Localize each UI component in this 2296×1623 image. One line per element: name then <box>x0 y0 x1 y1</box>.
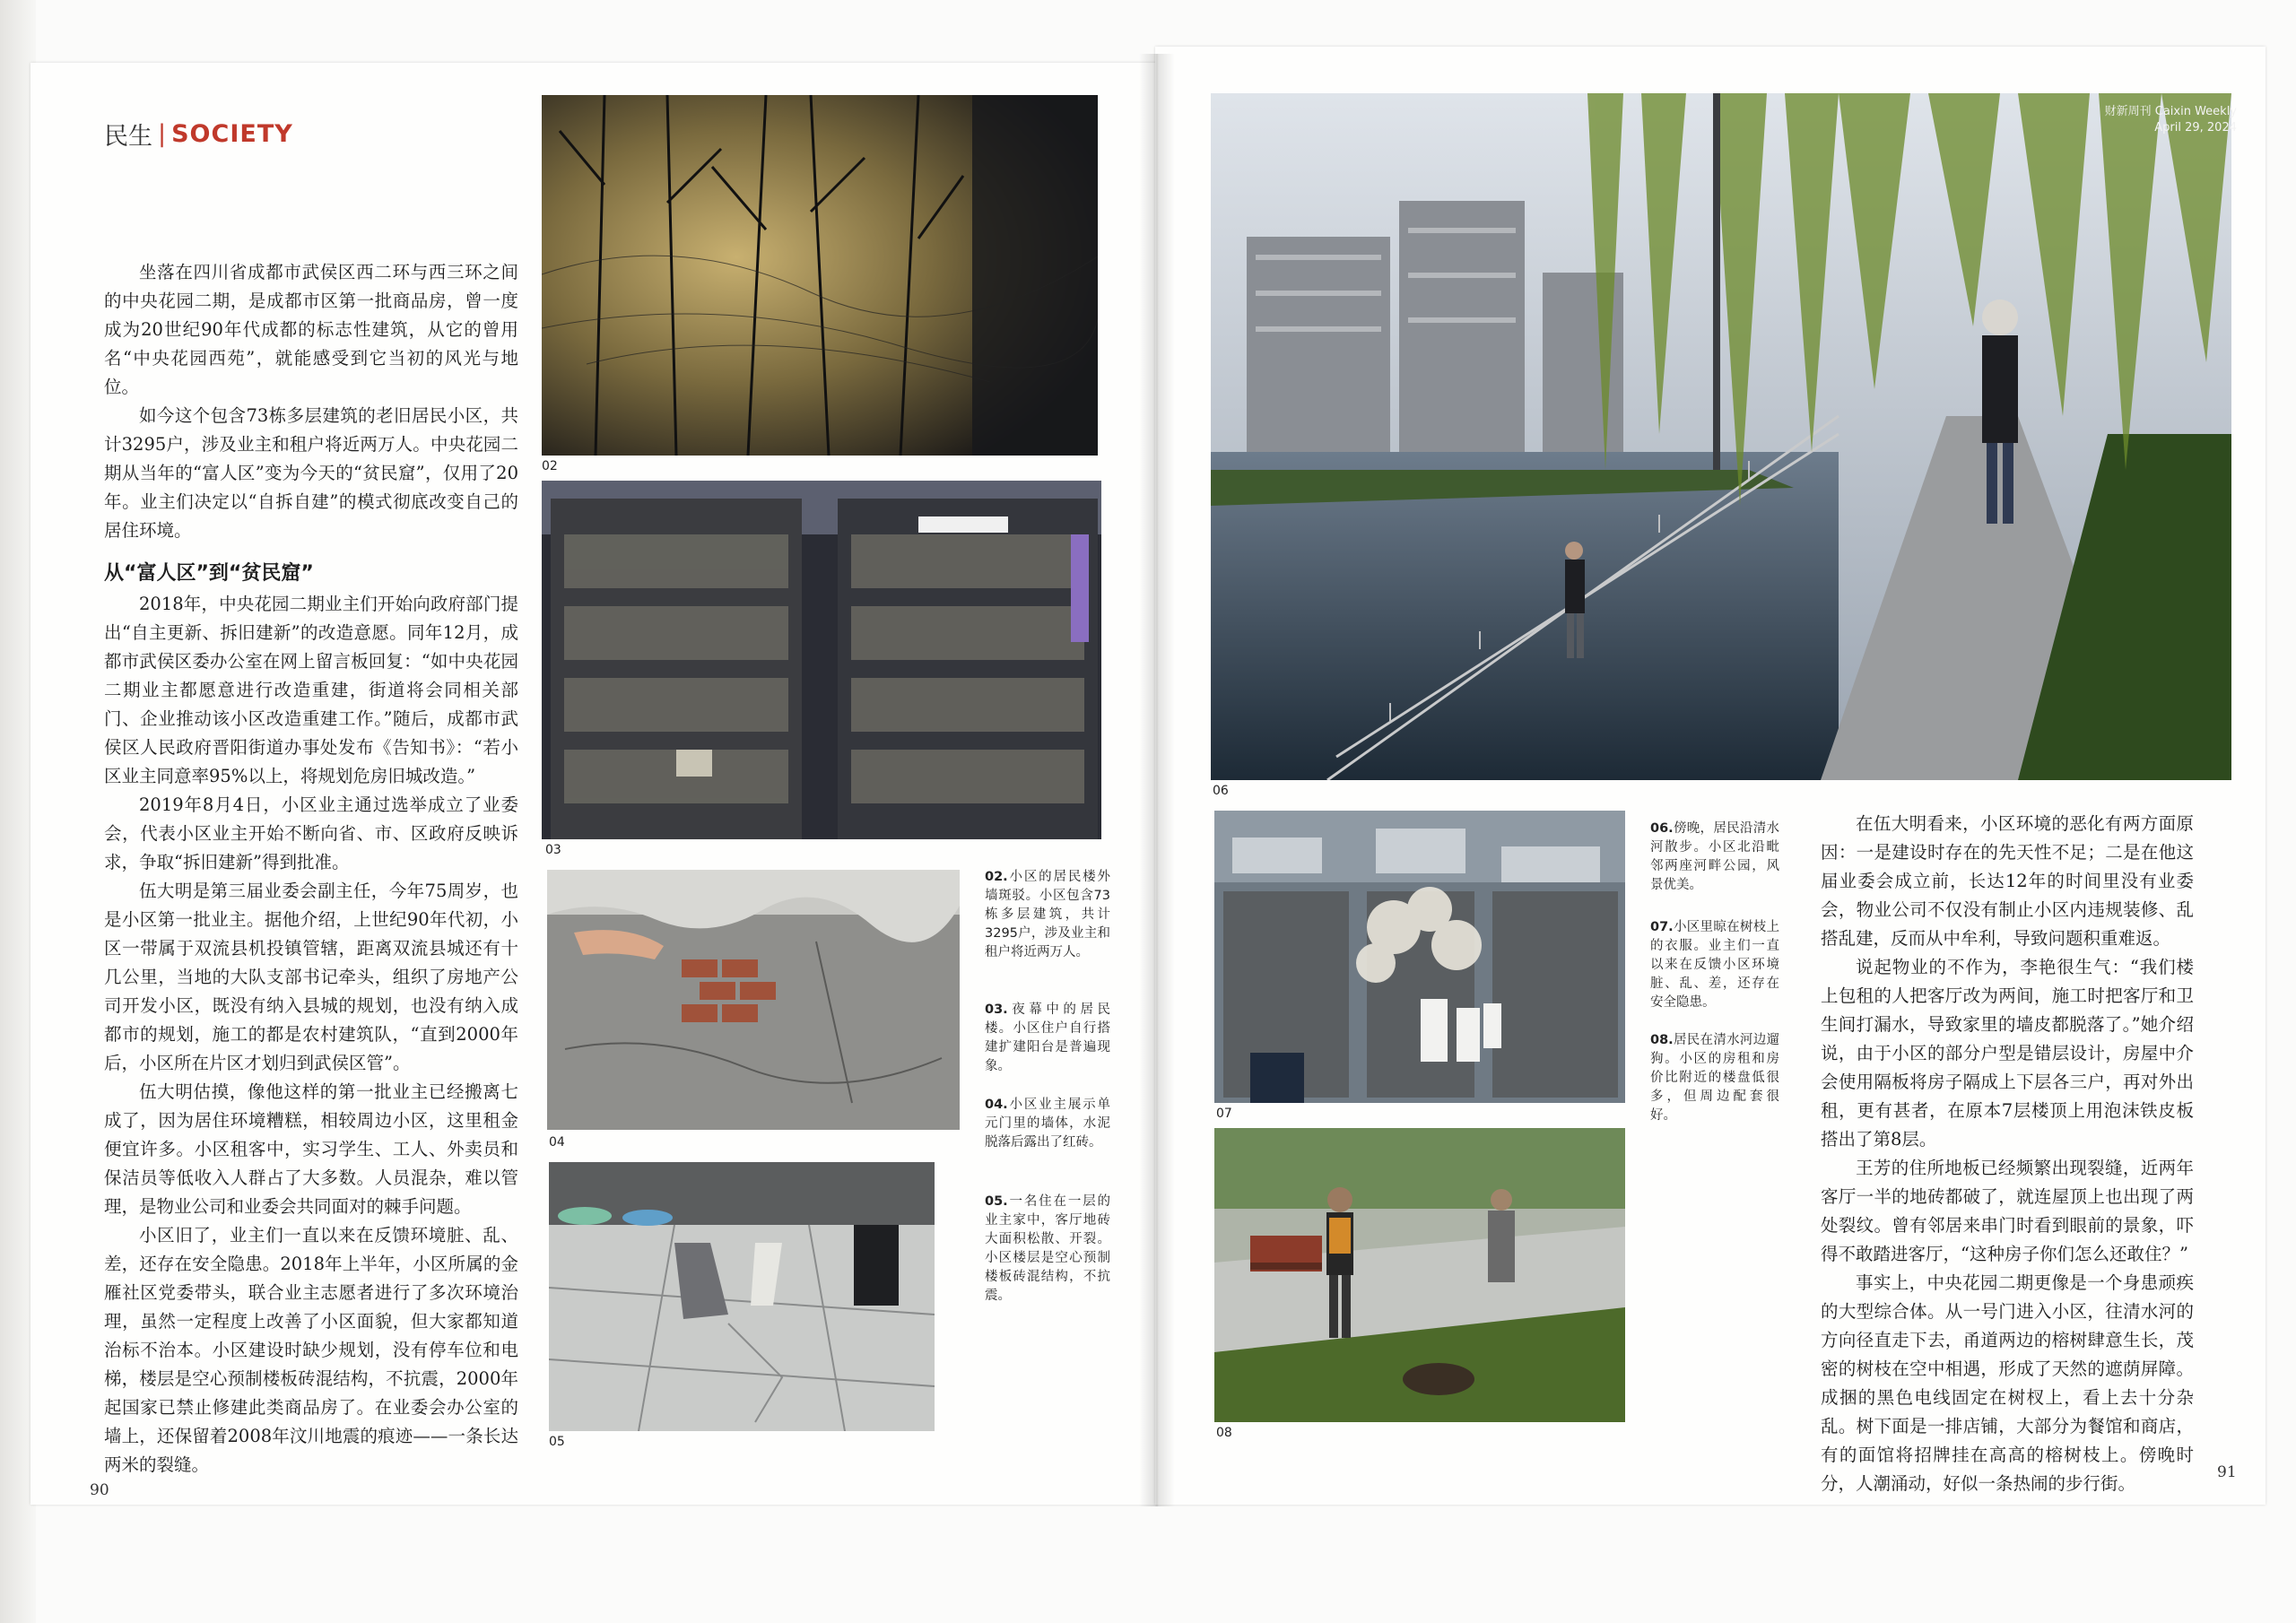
paragraph: 2018年，中央花园二期业主们开始向政府部门提出“自主更新、拆旧建新”的改造意愿。同年12月，成都市武侯区委办公室在网上留言板回复：“如中央花园二期业主都愿意进行改造重建，街道将会同相关部门、企业推动该小区改造重建工作。”随后，成都市武侯区人民政府晋阳街道办事处发布《告知书》：“若小区业主同意率95%以上，将规划危房旧城改造。” <box>104 594 518 786</box>
magazine-title: 财新周刊 Caixin Weekly <box>2104 105 2237 118</box>
caption-03 <box>985 1001 1110 1076</box>
caption-text: 一名住在一层的业主家中，客厅地砖大面积松散、开裂。小区楼层是空心预制楼板砖混结构，不抗震。 <box>985 1194 1110 1303</box>
section-separator: | <box>158 120 167 148</box>
caption-06 <box>1650 820 1779 895</box>
figure-number-03: 03 <box>545 843 561 857</box>
caption-text: 夜幕中的居民楼。小区住户自行搭建扩建阳台是普遍现象。 <box>985 1002 1110 1073</box>
caption-text: 小区的居民楼外墙斑驳。小区包含73栋多层建筑，共计3295户，涉及业主和租户将近两万人。 <box>985 870 1110 959</box>
caption-number: 02. <box>985 870 1008 884</box>
figure-number-05: 05 <box>549 1435 565 1449</box>
paragraph: 小区旧了，业主们一直以来在反馈环境脏、乱、差，还存在安全隐患。2018年上半年，小区所属的金雁社区党委带头，联合业主志愿者进行了多次环境治理，虽然一定程度上改善了小区面貌，但大家都知道治标不治本。小区建设时缺少规划，没有停车位和电梯，楼层是空心预制楼板砖混结构，不抗震，2000年起国家已禁止修建此类商品房了。在业委会办公室的墙上，还保留着2008年汶川地震的痕迹——一条长达两米的裂缝。 <box>104 1225 518 1475</box>
caption-08 <box>1650 1031 1779 1125</box>
caption-text: 傍晚，居民沿清水河散步。小区北沿毗邻两座河畔公园，风景优美。 <box>1650 821 1779 892</box>
caption-number: 08. <box>1650 1033 1674 1047</box>
caption-number: 07. <box>1650 920 1674 934</box>
masthead <box>2105 104 2237 136</box>
paragraph: 王芳的住所地板已经频繁出现裂缝，近两年客厅一半的地砖都破了，就连屋顶上也出现了两处裂纹。曾有邻居来串门时看到眼前的景象，吓得不敢踏进客厅，“这种房子你们怎么还敢住？” <box>1821 1158 2194 1264</box>
section-tag <box>104 117 293 152</box>
caption-number: 03. <box>985 1002 1008 1017</box>
paragraph: 2019年8月4日，小区业主通过选举成立了业委会，代表小区业主开始不断向省、市、区政府反映诉求，争取“拆旧建新”得到批准。 <box>104 794 518 872</box>
caption-04 <box>985 1096 1110 1152</box>
caption-07 <box>1650 918 1779 1012</box>
figure-number-02: 02 <box>542 459 558 473</box>
page-number-right: 91 <box>2217 1463 2237 1481</box>
subheading: 从“富人区”到“贫民窟” <box>104 562 314 585</box>
photo-04-cracked-wall <box>547 870 960 1130</box>
photo-06-riverside-walk <box>1211 93 2231 780</box>
caption-text: 小区里晾在树枝上的衣服。业主们一直以来在反馈小区环境脏、乱、差，还存在安全隐患。 <box>1650 920 1779 1010</box>
paragraph: 坐落在四川省成都市武侯区西二环与西三环之间的中央花园二期，是成都市区第一批商品房，曾一度成为20世纪90年代成都的标志性建筑，从它的曾用名“中央花园西苑”，就能感受到它当初的风光与地位。 <box>104 262 518 397</box>
paragraph: 说起物业的不作为，李艳很生气：“我们楼上包租的人把客厅改为两间，施工时把客厅和卫生间打漏水，导致家里的墙皮都脱落了。”她介绍说，由于小区的部分户型是错层设计，房屋中介会使用隔板将房子隔成上下层各三户，再对外出租，更有甚者，在原本7层楼顶上用泡沫铁皮板搭出了第8层。 <box>1821 957 2194 1150</box>
caption-text: 居民在清水河边遛狗。小区的房租和房价比附近的楼盘低很多，但周边配套很好。 <box>1650 1033 1779 1123</box>
paragraph: 在伍大明看来，小区环境的恶化有两方面原因：一是建设时存在的先天性不足；二是在他这届业委会成立前，长达12年的时间里没有业委会，物业公司不仅没有制止小区内违规装修、乱搭乱建，反而从中牟利，导致问题积重难返。 <box>1821 813 2194 949</box>
caption-05 <box>985 1193 1110 1306</box>
caption-text: 小区业主展示单元门里的墙体，水泥脱落后露出了红砖。 <box>985 1098 1110 1150</box>
photo-08-dog-walking <box>1214 1128 1625 1422</box>
figure-number-08: 08 <box>1216 1426 1232 1440</box>
page-number-left: 90 <box>90 1481 109 1499</box>
photo-07-laundry-trees <box>1214 811 1625 1103</box>
caption-02 <box>985 868 1110 962</box>
page-gutter <box>1139 54 1175 1506</box>
paragraph: 如今这个包含73栋多层建筑的老旧居民小区，共计3295户，涉及业主和租户将近两万人。中央花园二期从当年的“富人区”变为今天的“贫民窟”，仅用了20年。业主们决定以“自拆自建”的模式彻底改变自己的居住环境。 <box>104 405 518 541</box>
section-en: SOCIETY <box>171 120 293 148</box>
photo-05-cracked-floor <box>549 1162 935 1431</box>
figure-number-07: 07 <box>1216 1107 1232 1121</box>
section-cn: 民生 <box>104 123 152 151</box>
photo-02-building-wall <box>542 95 1098 456</box>
left-article-column <box>104 258 518 1480</box>
caption-number: 05. <box>985 1194 1008 1209</box>
caption-number: 04. <box>985 1098 1008 1112</box>
caption-number: 06. <box>1650 821 1674 836</box>
figure-number-06: 06 <box>1213 784 1229 798</box>
photo-03-night-buildings <box>542 481 1101 839</box>
paragraph: 伍大明是第三届业委会副主任，今年75周岁，也是小区第一批业主。据他介绍，上世纪90年代初，小区一带属于双流县机投镇管辖，距离双流县城还有十几公里，当地的大队支部书记牵头，组织了房地产公司开发小区，既没有纳入县城的规划，也没有纳入成都市的规划，施工的都是农村建筑队，“直到2000年后，小区所在片区才划归到武侯区管”。 <box>104 881 518 1073</box>
paragraph: 事实上，中央花园二期更像是一个身患顽疾的大型综合体。从一号门进入小区，往清水河的方向径直走下去，甬道两边的榕树肆意生长，茂密的树枝在空中相遇，形成了天然的遮荫屏障。成捆的黑色电线固定在树杈上，看上去十分杂乱。树下面是一排店铺，大部分为餐馆和商店，有的面馆将招牌挂在高高的榕树枝上。傍晚时分，人潮涌动，好似一条热闹的步行街。 <box>1821 1272 2194 1494</box>
issue-date: April 29, 2024 <box>2154 121 2237 135</box>
figure-number-04: 04 <box>549 1135 565 1150</box>
paragraph: 伍大明估摸，像他这样的第一批业主已经搬离七成了，因为居住环境糟糕，相较周边小区，这里租金便宜许多。小区租客中，实习学生、工人、外卖员和保洁员等低收入人群占了大多数。人员混杂，难以管理，是物业公司和业委会共同面对的棘手问题。 <box>104 1081 518 1217</box>
right-article-column <box>1821 810 2194 1498</box>
